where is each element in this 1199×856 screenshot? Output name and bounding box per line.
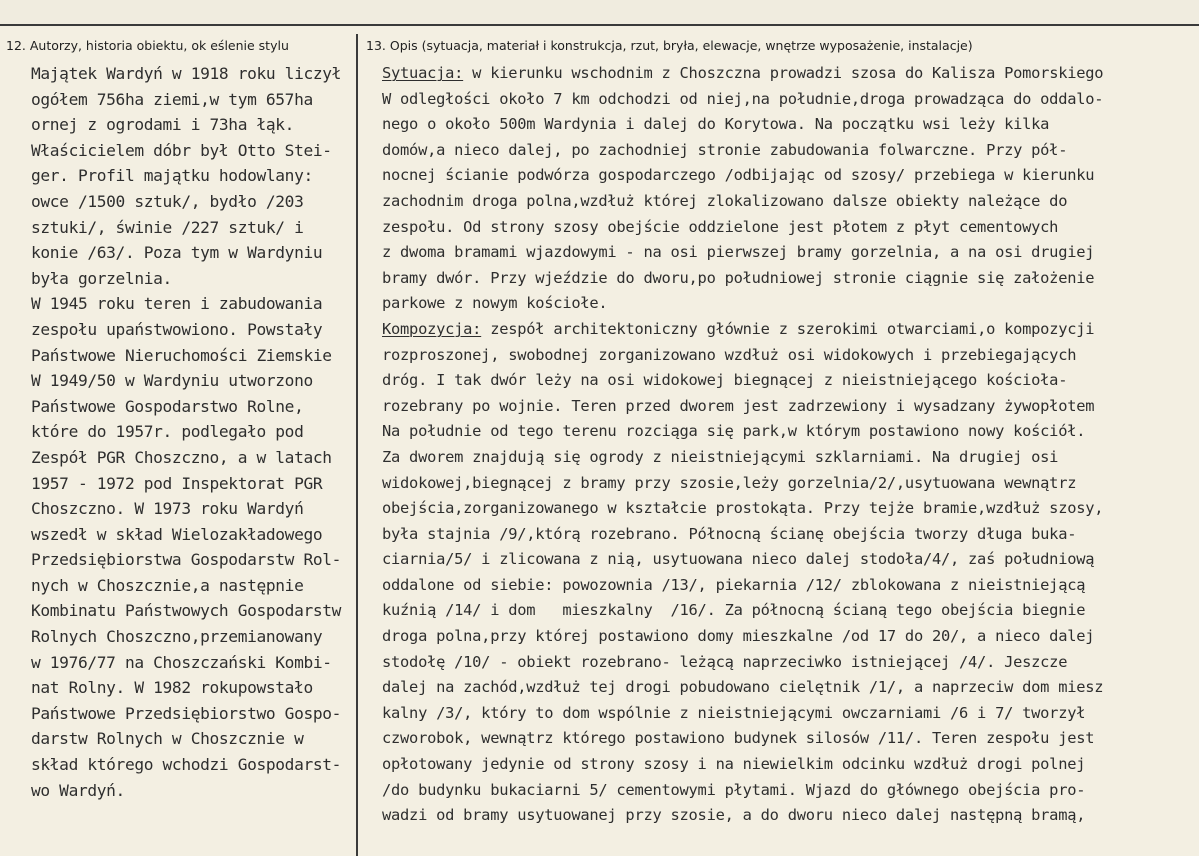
history-text-line: nych w Choszcznie,a następnie [31,575,304,595]
history-text-line: Zespół PGR Choszczno, a w latach [31,447,332,467]
description-text-line [382,547,1197,573]
description-text: z dwoma bramami wjazdowymi - na osi pierwszej bramy gorzelnia, a na osi drugiej [382,243,1095,262]
subsection-heading: Kompozycja: [382,319,482,338]
history-text-line: wszedł w skład Wielozakładowego [31,524,323,544]
description-text-line [382,368,1197,394]
description-text: parkowe z nowym kościołe. [382,294,608,313]
history-text-line: ger. Profil majątku hodowlany: [31,166,313,186]
description-text: wadzi od bramy usytuowanej przy szosie, a do dworu nieco dalej następną bramą, [382,806,1086,825]
description-text-line [382,61,1197,87]
description-text: zachodnim droga polna,wzdłuż której zlokalizowano dalsze obiekty należące do [382,191,1068,210]
history-text-line: Przedsiębiorstwa Gospodarstw Rol- [31,550,342,570]
description-text: ciarnia/5/ i zlicowana z nią, usytuowana nieco dalej stodoła/4/, zaś południową [382,550,1095,569]
history-text-line: ogółem 756ha ziemi,w tym 657ha [31,89,313,109]
history-text-line: 1957 - 1972 pod Inspektorat PGR [31,473,323,493]
top-margin-strip [0,0,1199,24]
history-text-line: skład którego wchodzi Gospodarst- [31,755,342,775]
history-text-line: darstw Rolnych w Choszcznie w [31,729,304,749]
description-text: stodołę /10/ - obiekt rozebrano- leżącą naprzeciwko istniejącej /4/. Jeszcze [382,652,1068,671]
history-text-line: wo Wardyń. [31,780,125,800]
description-text: dalej na zachód,wzdłuż tej drogi pobudowano cielętnik /1/, a naprzeciw dom miesz [382,678,1104,697]
description-text-line [382,726,1197,752]
description-text-line [382,343,1197,369]
description-text: droga polna,przy której postawiono domy mieszkalne /od 17 do 20/, a nieco dalej [382,627,1095,646]
history-text-line: W 1945 roku teren i zabudowania [31,294,323,314]
description-text-line [382,573,1197,599]
description-text: zespół architektoniczny głównie z szerokimi otwarciami,o kompozycji [481,319,1095,338]
description-text: domów,a nieco dalej, po zachodniej stronie zabudowania folwarczne. Przy pół- [382,140,1068,159]
history-text-line: Choszczno. W 1973 roku Wardyń [31,499,304,519]
history-text-line: zespołu upaństwowiono. Powstały [31,319,323,339]
history-text-line: Kombinatu Państwowych Gospodarstw [31,601,342,621]
description-text: Za dworem znajdują się ogrody z nieistniejącymi szklarniami. Na drugiej osi [382,447,1059,466]
description-text-line [382,803,1197,829]
description-text: rozproszonej, swobodnej zorganizowano wzdłuż osi widokowych i przebiegających [382,345,1077,364]
description-text: widokowej,biegnącej z bramy przy szosie,leży gorzelnia/2/,usytuowana wewnątrz [382,473,1077,492]
history-text-column [31,61,371,803]
description-text-line [382,496,1197,522]
description-text: oddalone od siebie: powozownia /13/, piekarnia /12/ zblokowana z nieistniejącą [382,575,1086,594]
description-text-line [382,522,1197,548]
description-text-line [382,291,1197,317]
description-text-line [382,752,1197,778]
description-text-line [382,215,1197,241]
description-text-line [382,624,1197,650]
description-text-line [382,598,1197,624]
description-text: W odległości około 7 km odchodzi od niej,na południe,droga prowadząca do oddalo- [382,89,1104,108]
history-text-line: Rolnych Choszczno,przemianowany [31,627,323,647]
description-text-column [382,61,1197,829]
history-text-line: Państwowe Przedsiębiorstwo Gospo- [31,703,342,723]
section-13-header: 13. Opis (sytuacja, materiał i konstrukcja, rzut, bryła, elewacje, wnętrze wyposażenie, instalacje) [366,38,973,53]
description-text: w kierunku wschodnim z Choszczna prowadzi szosa do Kalisza Pomorskiego [463,64,1104,82]
history-text-line: owce /1500 sztuk/, bydło /203 [31,191,304,211]
description-text-line [382,675,1197,701]
history-text-line: była gorzelnia. [31,268,172,288]
description-text-line [382,112,1197,138]
description-text-line [382,163,1197,189]
history-text-line: Państwowe Gospodarstwo Rolne, [31,396,304,416]
history-text-line: ornej z ogrodami i 73ha łąk. [31,115,295,135]
top-rule [0,24,1199,26]
description-text: bramy dwór. Przy wjeździe do dworu,po południowej stronie ciągnie się założenie [382,268,1095,287]
description-text-line [382,445,1197,471]
history-text-line: Państwowe Nieruchomości Ziemskie [31,345,332,365]
description-text: kalny /3/, który to dom wspólnie z nieistniejącymi owczarniami /6 i 7/ tworzył [382,703,1086,722]
history-text-line: nat Rolny. W 1982 rokupowstało [31,678,313,698]
description-text: zespołu. Od strony szosy obejście oddzielone jest płotem z płyt cementowych [382,217,1059,236]
description-text-line [382,87,1197,113]
history-text-line: Majątek Wardyń w 1918 roku liczył [31,64,342,83]
history-text-line: Właścicielem dóbr był Otto Stei- [31,140,332,160]
history-text-line: sztuki/, świnie /227 sztuk/ i [31,217,304,237]
section-12-header: 12. Autorzy, historia obiektu, ok eślenie stylu [6,38,289,53]
description-text: /do budynku bukaciarni 5/ cementowymi płytami. Wjazd do głównego obejścia pro- [382,780,1086,799]
description-text: nocnej ścianie podwórza gospodarczego /odbijając od szosy/ przebiega w kierunku [382,166,1095,185]
description-text: opłotowany jedynie od strony szosy i na niewielkim odcinku wzdłuż drogi polnej [382,755,1086,774]
description-text-line [382,240,1197,266]
description-text-line [382,317,1197,343]
history-text-line: które do 1957r. podlegało pod [31,422,304,442]
history-text-line: W 1949/50 w Wardyniu utworzono [31,371,313,391]
description-text: rozebrany po wojnie. Teren przed dworem jest zadrzewiony i wysadzany żywopłotem [382,396,1095,415]
description-text: obejścia,zorganizowanego w kształcie prostokąta. Przy tejże bramie,wzdłuż szosy, [382,499,1104,518]
description-text-line [382,701,1197,727]
history-text-line: w 1976/77 na Choszczański Kombi- [31,652,332,672]
history-text-line: konie /63/. Poza tym w Wardyniu [31,243,323,263]
description-text-line [382,778,1197,804]
description-text-line [382,266,1197,292]
description-text: Na południe od tego terenu rozciąga się park,w którym postawiono nowy kościół. [382,422,1086,441]
description-text: nego o około 500m Wardynia i dalej do Korytowa. Na początku wsi leży kilka [382,115,1050,134]
description-text: była stajnia /9/,którą rozebrano. Północną ścianę obejścia tworzy długa buka- [382,524,1077,543]
description-text-line [382,138,1197,164]
description-text-line [382,394,1197,420]
description-text-line [382,650,1197,676]
description-text: czworobok, wewnątrz którego postawiono budynek silosów /11/. Teren zespołu jest [382,729,1095,748]
description-text: kuźnią /14/ i dom mieszkalny /16/. Za północną ścianą tego obejścia biegnie [382,601,1086,620]
description-text-line [382,189,1197,215]
description-text-line [382,471,1197,497]
subsection-heading: Sytuacja: [382,64,464,82]
description-text-line [382,419,1197,445]
description-text: dróg. I tak dwór leży na osi widokowej biegnącej z nieistniejącego kościoła- [382,371,1068,390]
